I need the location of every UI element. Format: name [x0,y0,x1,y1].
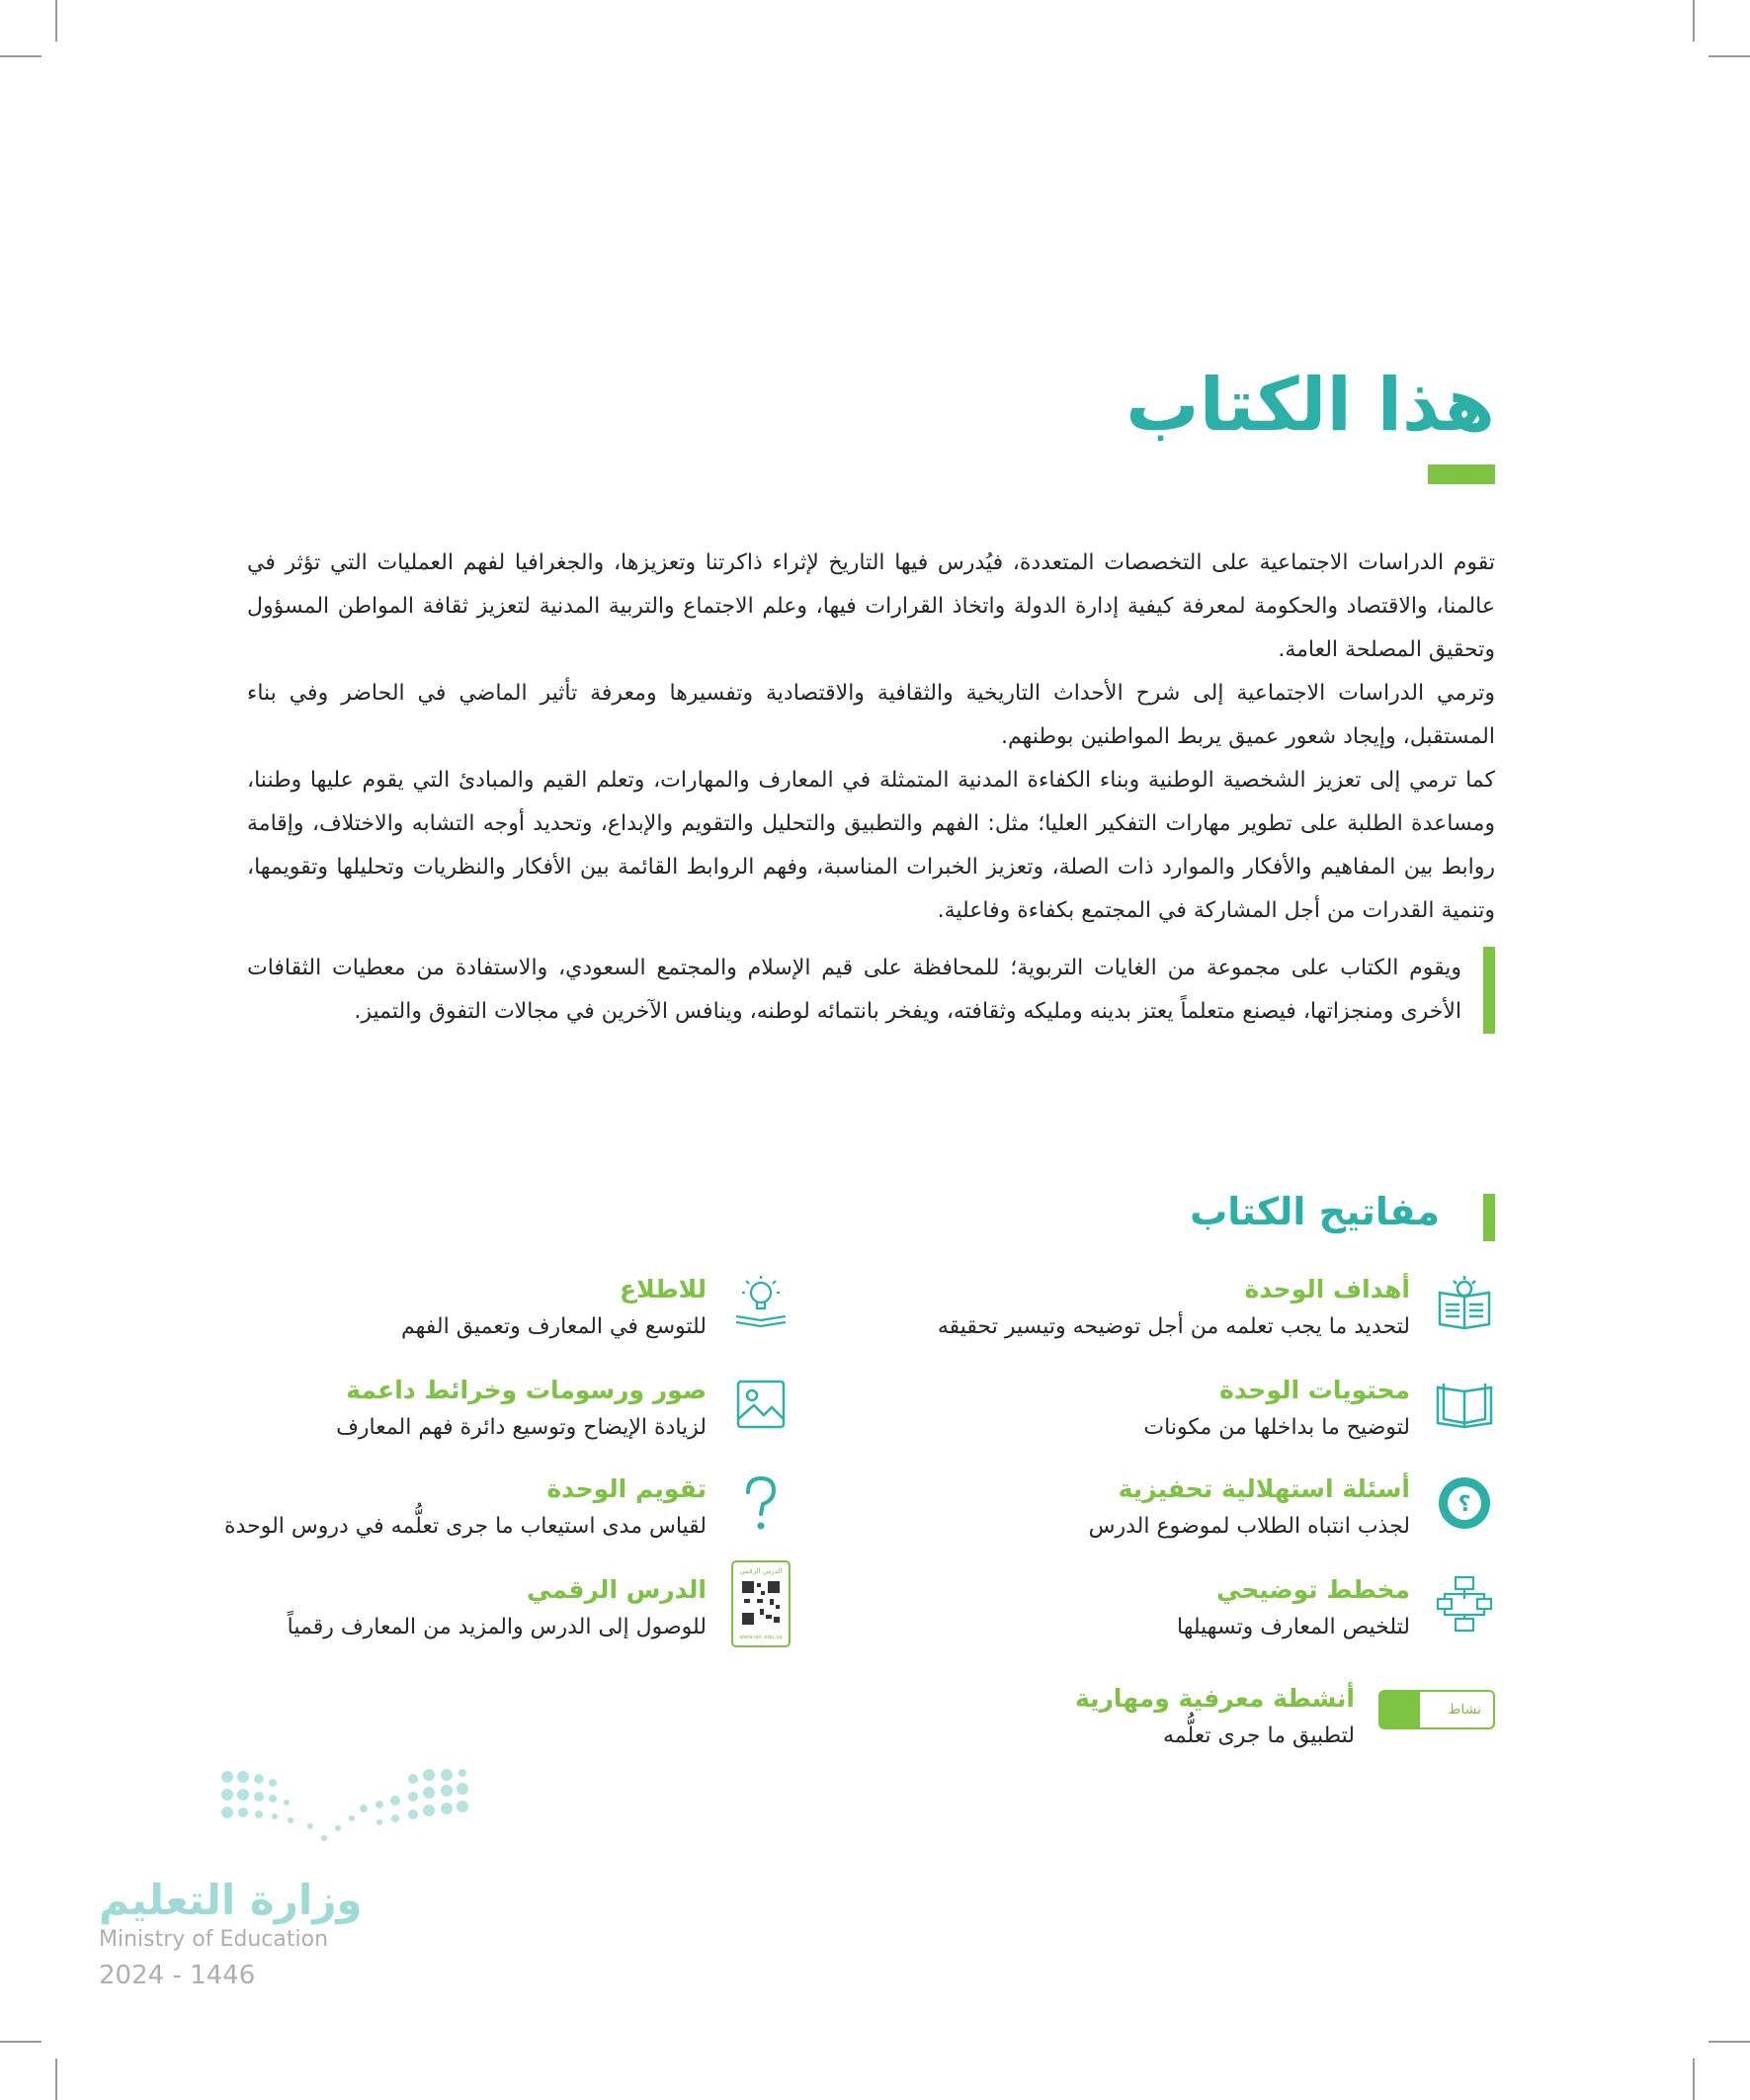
key-desc: للتوسع في المعارف وتعميق الفهم [400,1314,707,1339]
ministry-name-en: Ministry of Education [99,1927,329,1952]
key-desc: لجذب انتباه الطلاب لموضوع الدرس [1088,1514,1410,1539]
crop-mark [0,55,42,57]
key-desc: لتلخيص المعارف وتسهيلها [1177,1615,1410,1639]
key-title: مخطط توضيحي [1215,1575,1410,1604]
key-images-maps [336,1374,792,1447]
flowchart-icon [1434,1573,1495,1635]
crop-mark [55,2058,57,2100]
key-unit-contents [1143,1374,1495,1447]
title-underline [1428,464,1495,484]
unit-objectives-icon [1434,1273,1495,1334]
open-book-icon [1434,1374,1495,1435]
key-title: أهداف الوحدة [1244,1275,1410,1303]
key-desc: لتحديد ما يجب تعلمه من أجل توضيحه وتيسير تحقيقه [937,1314,1410,1339]
key-desc: للوصول إلى الدرس والمزيد من المعارف رقمياً [287,1615,707,1639]
section-marker [1483,1194,1495,1241]
key-diagram [1177,1573,1495,1646]
intro-paragraph: تقوم الدراسات الاجتماعية على التخصصات المتعددة، فيُدرس فيها التاريخ لإثراء ذاكرتنا وتعزيزها، والجغرافيا لفهم العمليات التي تؤثر في عالمنا، والاقتصاد والحكومة لمعرفة كيفية إدارة الدولة واتخاذ القرارات فيها، وعلم الاجتماع والتربية المدنية لتعزيز ثقافة المواطن المسؤول وتحقيق المصلحة العامة. [247,550,1495,662]
qr-code-icon [730,1567,792,1640]
question-circle-icon [1434,1472,1495,1534]
intro-text [247,542,1495,933]
key-title: للاطلاع [620,1275,707,1303]
key-title: أسئلة استهلالية تحفيزية [1118,1474,1410,1503]
crop-mark [55,0,57,42]
question-mark-icon [730,1472,792,1534]
image-icon [730,1374,792,1435]
intro-paragraph: وترمي الدراسات الاجتماعية إلى شرح الأحداث التاريخية والثقافية والاقتصادية وتفسيرها ومعرفة تأثير الماضي في الحاضر وفي بناء المستقبل، وإيجاد شعور عميق يربط المواطنين بوطنهم. [247,681,1495,749]
ministry-year: 2024 - 1446 [99,1961,256,1990]
key-activities [1075,1682,1495,1755]
key-title: صور ورسومات وخرائط داعمة [346,1376,707,1404]
activity-badge-label: نشاط [1448,1702,1481,1718]
qr-label: الدرس الرقمي [739,1567,783,1575]
key-title: محتويات الوحدة [1219,1376,1410,1404]
key-unit-assessment [224,1472,792,1546]
crop-mark [1708,55,1750,57]
key-desc: لقياس مدى استيعاب ما جرى تعلُّمه في دروس الوحدة [224,1514,707,1539]
keys-title: مفاتيح الكتاب [1190,1190,1440,1233]
crop-mark [1708,2041,1750,2043]
ministry-logo-icon [215,1769,472,1858]
key-opening-questions [1089,1472,1495,1546]
key-digital-lesson [287,1567,792,1646]
key-unit-objectives [938,1273,1495,1346]
key-desc: لتطبيق ما جرى تعلُّمه [1163,1723,1355,1748]
page-title: هذا الكتاب [1125,363,1495,448]
key-title: الدرس الرقمي [527,1575,707,1604]
key-desc: لزيادة الإيضاح وتوسيع دائرة فهم المعارف [336,1415,707,1440]
key-title: أنشطة معرفية ومهارية [1074,1684,1355,1713]
crop-mark [1693,2058,1695,2100]
key-desc: لتوضيح ما بداخلها من مكونات [1143,1415,1410,1440]
activity-badge-icon [1378,1690,1495,1729]
intro-paragraph: كما ترمي إلى تعزيز الشخصية الوطنية وبناء الكفاءة المدنية المتمثلة في المعارف والمهارات، وتعلم القيم والمبادئ التي يقوم عليها وطننا، ومساعدة الطلبة على تطوير مهارات التفكير العليا؛ مثل: الفهم والتطبيق والتحليل والتقويم والإبداع، وتحديد أوجه التشابه والاختلاف، وإقامة روابط بين المفاهيم والأفكار والموارد ذات الصلة، وتعزيز الخبرات المناسبة، وفهم الروابط القائمة بين الأفكار والنظريات وتحليلها وتقويمها، وتنمية القدرات من أجل المشاركة في المجتمع بكفاءة وفاعلية. [247,768,1495,923]
svg-text:؟: ؟ [1458,1492,1471,1517]
qr-url: www.ien.edu.sa [739,1635,783,1640]
crop-mark [1693,0,1695,42]
ministry-name-ar: وزارة التعليم [99,1876,363,1924]
key-read-more [401,1273,792,1346]
lightbulb-book-icon [730,1273,792,1334]
key-title: تقويم الوحدة [546,1474,707,1503]
crop-mark [0,2041,42,2043]
highlight-paragraph: ويقوم الكتاب على مجموعة من الغايات التربوية؛ للمحافظة على قيم الإسلام والمجتمع السعودي، والاستفادة من معطيات الثقافات الأخرى ومنجزاتها، فيصنع متعلماً يعتز بدينه ومليكه وثقافته، ويفخر بانتمائه لوطنه، وينافس الآخرين في مجالات التفوق والتميز. [247,947,1495,1034]
activity-badge-block [1380,1692,1420,1727]
